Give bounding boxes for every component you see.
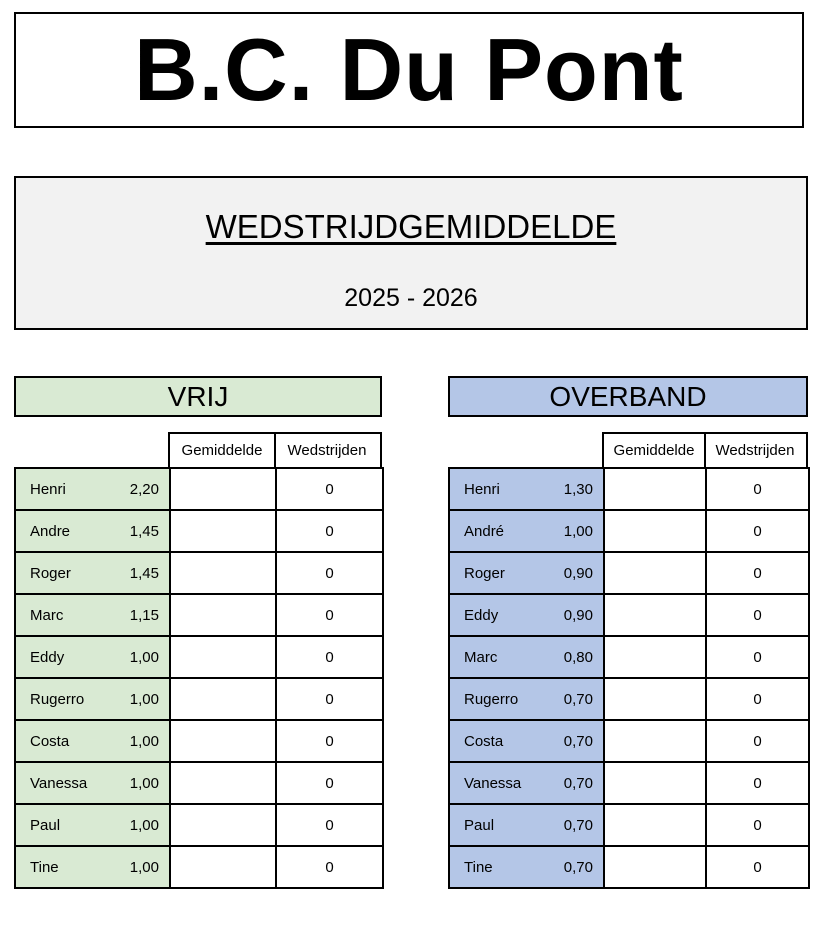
average-cell	[170, 636, 276, 678]
player-target-average: 0,70	[563, 690, 593, 708]
average-cell	[170, 762, 276, 804]
player-target-average: 0,90	[563, 606, 593, 624]
matches-cell: 0	[706, 468, 809, 510]
player-cell	[15, 552, 170, 594]
player-target-average: 1,00	[129, 774, 159, 792]
player-target-average: 1,00	[563, 522, 593, 540]
player-cell	[449, 510, 604, 552]
player-name: Henri	[30, 480, 66, 498]
matches-cell: 0	[706, 804, 809, 846]
player-name: Marc	[464, 648, 498, 666]
player-name: Eddy	[30, 648, 65, 666]
average-cell	[604, 636, 706, 678]
player-name: Vanessa	[464, 774, 522, 792]
player-cell	[15, 510, 170, 552]
average-cell	[604, 594, 706, 636]
player-cell	[449, 846, 604, 888]
player-name: Paul	[30, 816, 61, 834]
player-name: Roger	[464, 564, 505, 582]
vrij-col-average: Gemiddelde	[168, 432, 276, 469]
table-row	[15, 720, 383, 762]
vrij-table	[14, 467, 384, 889]
table-row	[449, 804, 809, 846]
overband-col-average: Gemiddelde	[602, 432, 706, 469]
player-cell	[15, 594, 170, 636]
table-row	[449, 594, 809, 636]
heading-box	[14, 176, 808, 330]
table-row	[15, 594, 383, 636]
player-target-average: 0,70	[563, 732, 593, 750]
table-row	[449, 552, 809, 594]
player-cell	[15, 804, 170, 846]
vrij-col-matches: Wedstrijden	[274, 432, 382, 469]
average-cell	[604, 804, 706, 846]
player-target-average: 2,20	[129, 480, 159, 498]
table-row	[15, 846, 383, 888]
table-row	[15, 552, 383, 594]
club-name: B.C. Du Pont	[134, 20, 684, 119]
player-name: Rugerro	[464, 690, 519, 708]
player-target-average: 0,80	[563, 648, 593, 666]
table-row	[449, 636, 809, 678]
player-cell	[449, 762, 604, 804]
matches-cell: 0	[706, 762, 809, 804]
matches-cell: 0	[706, 594, 809, 636]
player-name: Paul	[464, 816, 495, 834]
matches-cell: 0	[276, 510, 383, 552]
table-row	[15, 636, 383, 678]
player-cell	[15, 720, 170, 762]
club-title-box	[14, 12, 804, 128]
table-row	[449, 468, 809, 510]
table-row	[449, 846, 809, 888]
vrij-header: VRIJ	[14, 376, 382, 417]
player-target-average: 1,00	[129, 858, 159, 876]
player-target-average: 1,30	[563, 480, 593, 498]
average-cell	[170, 594, 276, 636]
table-row	[449, 720, 809, 762]
player-name: Vanessa	[30, 774, 88, 792]
player-target-average: 0,90	[563, 564, 593, 582]
average-cell	[604, 510, 706, 552]
player-name: Henri	[464, 480, 500, 498]
table-row	[15, 762, 383, 804]
matches-cell: 0	[276, 678, 383, 720]
matches-cell: 0	[706, 510, 809, 552]
player-cell	[15, 846, 170, 888]
player-name: Andre	[30, 522, 71, 540]
matches-cell: 0	[276, 594, 383, 636]
season-label: 2025 - 2026	[344, 284, 478, 312]
average-cell	[170, 468, 276, 510]
player-cell	[449, 720, 604, 762]
player-target-average: 1,00	[129, 732, 159, 750]
table-row	[15, 468, 383, 510]
player-name: Tine	[464, 858, 493, 876]
player-cell	[15, 762, 170, 804]
player-name: Eddy	[464, 606, 499, 624]
overband-header: OVERBAND	[448, 376, 808, 417]
player-target-average: 1,00	[129, 690, 159, 708]
matches-cell: 0	[706, 720, 809, 762]
matches-cell: 0	[276, 762, 383, 804]
table-row	[449, 678, 809, 720]
player-name: Costa	[464, 732, 504, 750]
matches-cell: 0	[276, 552, 383, 594]
player-name: Marc	[30, 606, 64, 624]
player-name: André	[464, 522, 505, 540]
average-cell	[170, 720, 276, 762]
player-name: Tine	[30, 858, 59, 876]
player-target-average: 0,70	[563, 774, 593, 792]
player-cell	[449, 594, 604, 636]
player-cell	[449, 468, 604, 510]
average-cell	[604, 678, 706, 720]
average-cell	[604, 552, 706, 594]
player-target-average: 1,45	[129, 522, 159, 540]
player-target-average: 0,70	[563, 858, 593, 876]
average-cell	[170, 804, 276, 846]
table-row	[15, 510, 383, 552]
average-cell	[604, 468, 706, 510]
average-cell	[170, 846, 276, 888]
average-cell	[170, 678, 276, 720]
matches-cell: 0	[706, 552, 809, 594]
average-cell	[604, 762, 706, 804]
player-name: Rugerro	[30, 690, 85, 708]
table-row	[449, 762, 809, 804]
player-cell	[449, 552, 604, 594]
matches-cell: 0	[276, 468, 383, 510]
matches-cell: 0	[276, 846, 383, 888]
matches-cell: 0	[706, 636, 809, 678]
overband-table	[448, 467, 810, 889]
matches-cell: 0	[276, 804, 383, 846]
average-cell	[170, 510, 276, 552]
player-cell	[15, 468, 170, 510]
matches-cell: 0	[276, 636, 383, 678]
table-row	[15, 678, 383, 720]
player-name: Roger	[30, 564, 71, 582]
player-target-average: 1,00	[129, 648, 159, 666]
player-cell	[15, 678, 170, 720]
sheet-heading: WEDSTRIJDGEMIDDELDE	[205, 208, 617, 245]
player-target-average: 1,00	[129, 816, 159, 834]
overband-col-matches: Wedstrijden	[704, 432, 808, 469]
matches-cell: 0	[706, 846, 809, 888]
player-target-average: 1,45	[129, 564, 159, 582]
table-row	[449, 510, 809, 552]
matches-cell: 0	[706, 678, 809, 720]
player-cell	[449, 804, 604, 846]
player-target-average: 0,70	[563, 816, 593, 834]
player-target-average: 1,15	[129, 606, 159, 624]
player-name: Costa	[30, 732, 70, 750]
average-cell	[604, 846, 706, 888]
average-cell	[604, 720, 706, 762]
table-row	[15, 804, 383, 846]
player-cell	[449, 678, 604, 720]
matches-cell: 0	[276, 720, 383, 762]
average-cell	[170, 552, 276, 594]
player-cell	[449, 636, 604, 678]
player-cell	[15, 636, 170, 678]
